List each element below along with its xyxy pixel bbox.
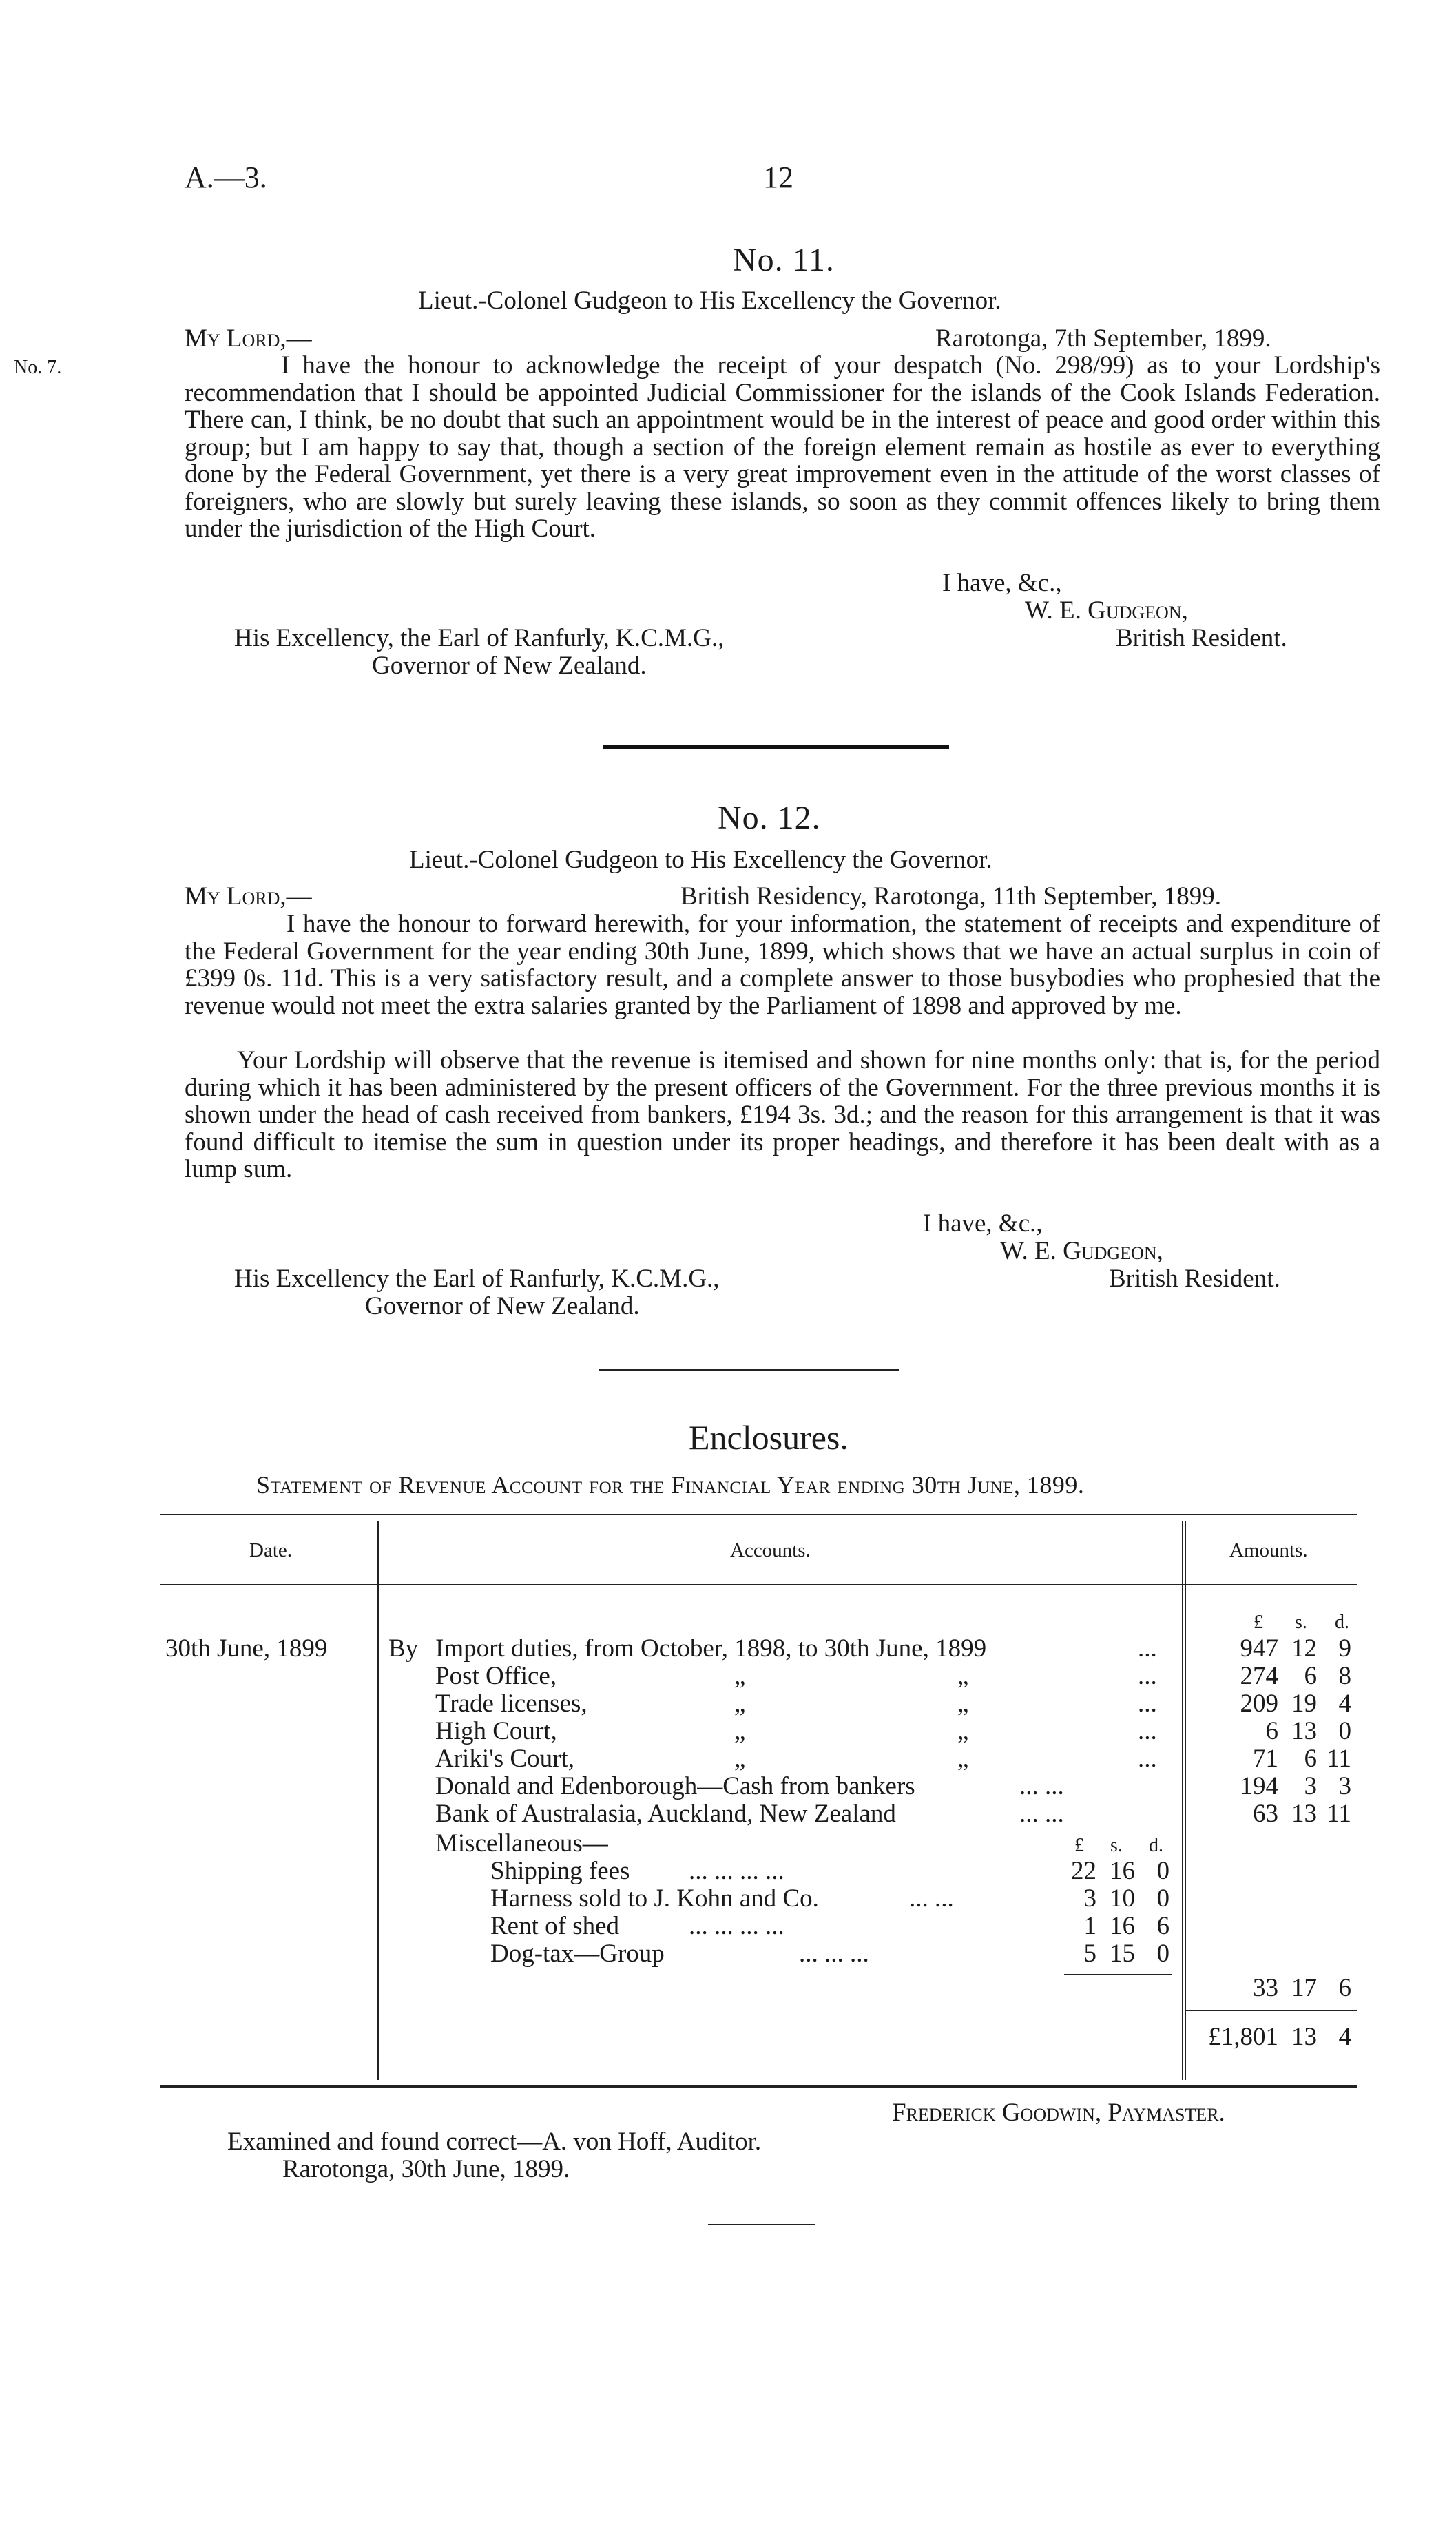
- short-divider: [599, 1369, 899, 1371]
- misc-pounds: 22: [1071, 1857, 1096, 1885]
- ditto-mark: „: [957, 1717, 969, 1745]
- row-account: Bank of Australasia, Auckland, New Zealand: [435, 1800, 896, 1828]
- row-shillings: 13: [1291, 1800, 1317, 1828]
- misc-total-pounds: 33: [1253, 1974, 1278, 2002]
- misc-pounds: 5: [1083, 1939, 1096, 1968]
- row-account: Trade licenses,: [435, 1689, 587, 1718]
- letter-11-addressee-title: Governor of New Zealand.: [372, 652, 647, 680]
- document-code: A.—3.: [185, 160, 267, 194]
- row-pence: 8: [1338, 1662, 1351, 1690]
- row-shillings: 12: [1291, 1634, 1317, 1663]
- misc-shillings: 16: [1110, 1912, 1135, 1940]
- misc-dots: ... ... ... ...: [689, 1857, 784, 1885]
- auditor-statement: Examined and found correct—A. von Hoff, Auditor.: [227, 2128, 762, 2156]
- paymaster-signature: Frederick Goodwin, Paymaster.: [892, 2099, 1225, 2127]
- letter-12-signature: W. E. Gudgeon,: [1000, 1237, 1163, 1265]
- row-dots: ...: [1138, 1689, 1157, 1718]
- misc-pence: 0: [1156, 1939, 1169, 1968]
- grand-total-shillings: 13: [1291, 2023, 1317, 2051]
- letter-11-place-date: Rarotonga, 7th September, 1899.: [935, 324, 1271, 353]
- header-amounts: Amounts.: [1229, 1539, 1308, 1561]
- misc-item: Harness sold to J. Kohn and Co.: [490, 1884, 819, 1913]
- enclosures-title: Enclosures.: [689, 1418, 849, 1457]
- row-dots: ... ...: [1019, 1800, 1064, 1828]
- currency-pound-head: £: [1254, 1612, 1263, 1633]
- misc-pounds: 3: [1083, 1884, 1096, 1913]
- page-number: 12: [763, 160, 793, 194]
- row-dots: ...: [1138, 1745, 1157, 1773]
- misc-shilling-head: s.: [1110, 1835, 1123, 1856]
- grand-total-rule: [1186, 2010, 1357, 2011]
- row-pounds: 6: [1265, 1717, 1278, 1745]
- letter-12-salutation: My Lord,—: [185, 882, 312, 911]
- row-pounds: 194: [1240, 1772, 1278, 1800]
- letter-11-from: Lieut.-Colonel Gudgeon to His Excellency the Governor.: [418, 287, 1001, 315]
- row-dots: ...: [1138, 1717, 1157, 1745]
- ditto-mark: „: [957, 1662, 969, 1690]
- letter-11-signature-title: British Resident.: [1116, 624, 1287, 652]
- auditor-place-date: Rarotonga, 30th June, 1899.: [282, 2155, 570, 2183]
- table-col-rule-2b: [1185, 1521, 1186, 2080]
- ditto-mark: „: [957, 1745, 969, 1773]
- misc-label: Miscellaneous—: [435, 1829, 608, 1858]
- letter-12-paragraph-2: Your Lordship will observe that the revenue is itemised and shown for nine months only: that is, for the period during which it has been administered by the present officers of the Government. For the three previous months it is shown under the head of cash received from bankers, £194 3s. 3d.; and the reason for this arrangement is that it was found difficult to itemise the sum in question under its proper headings, and therefore it has been dealt with as a lump sum.: [185, 1046, 1380, 1183]
- misc-dots: ... ... ...: [799, 1939, 869, 1968]
- misc-shillings: 16: [1110, 1857, 1135, 1885]
- letter-12-paragraph-1: I have the honour to forward herewith, for your information, the statement of receipts and expenditure of the Federal Government for the year ending 30th June, 1899, which shows that we have an actual surplus in coin of £399 0s. 11d. This is a very satisfactory result, and a complete answer to those busybodies who prophesied that the revenue would not meet the extra salaries granted by the Parliament of 1898 and approved by me.: [185, 910, 1380, 1020]
- row-pounds: 947: [1240, 1634, 1278, 1663]
- statement-date: 30th June, 1899: [165, 1634, 328, 1663]
- ditto-mark: „: [957, 1689, 969, 1718]
- misc-item: Rent of shed: [490, 1912, 620, 1940]
- currency-pence-head: d.: [1335, 1612, 1349, 1633]
- misc-total-shillings: 17: [1291, 1974, 1317, 2002]
- misc-item: Shipping fees: [490, 1857, 630, 1885]
- currency-shilling-head: s.: [1295, 1612, 1307, 1633]
- misc-pence: 0: [1156, 1857, 1169, 1885]
- row-pence: 11: [1327, 1800, 1351, 1828]
- row-account: High Court,: [435, 1717, 557, 1745]
- misc-pence: 0: [1156, 1884, 1169, 1913]
- letter-11-closing: I have, &c.,: [942, 569, 1062, 597]
- misc-pence: 6: [1156, 1912, 1169, 1940]
- letter-12-signature-title: British Resident.: [1109, 1265, 1280, 1293]
- grand-total-pence: 4: [1338, 2023, 1351, 2051]
- row-pence: 4: [1338, 1689, 1351, 1718]
- row-shillings: 13: [1291, 1717, 1317, 1745]
- row-dots: ...: [1138, 1634, 1157, 1663]
- row-dots: ... ...: [1019, 1772, 1064, 1800]
- row-pence: 9: [1338, 1634, 1351, 1663]
- row-pounds: 209: [1240, 1689, 1278, 1718]
- letter-12-from: Lieut.-Colonel Gudgeon to His Excellency the Governor.: [409, 846, 992, 874]
- letter-12-addressee: His Excellency the Earl of Ranfurly, K.C.M.G.,: [234, 1265, 720, 1293]
- row-pence: 3: [1338, 1772, 1351, 1800]
- ditto-mark: „: [734, 1745, 746, 1773]
- misc-subtotal-rule: [1064, 1974, 1172, 1975]
- misc-dots: ... ... ... ...: [689, 1912, 784, 1940]
- table-header-rule: [160, 1584, 1357, 1585]
- statement-title: Statement of Revenue Account for the Financial Year ending 30th June, 1899.: [256, 1471, 1085, 1499]
- row-account: Post Office,: [435, 1662, 557, 1690]
- misc-total-pence: 6: [1338, 1974, 1351, 2002]
- end-divider: [708, 2224, 815, 2225]
- misc-pound-head: £: [1074, 1835, 1084, 1856]
- letter-12-number: No. 12.: [718, 800, 821, 836]
- header-date: Date.: [249, 1539, 292, 1561]
- letter-12-place-date: British Residency, Rarotonga, 11th September, 1899.: [680, 882, 1221, 911]
- table-col-rule-2: [1182, 1521, 1183, 2080]
- misc-shillings: 10: [1110, 1884, 1135, 1913]
- table-bottom-rule: [160, 2085, 1357, 2088]
- row-pounds: 71: [1253, 1745, 1278, 1773]
- header-accounts: Accounts.: [730, 1539, 811, 1561]
- letter-11-salutation: My Lord,—: [185, 324, 312, 353]
- row-account: Ariki's Court,: [435, 1745, 574, 1773]
- letter-11-signature: W. E. Gudgeon,: [1025, 596, 1188, 625]
- row-shillings: 6: [1304, 1745, 1317, 1773]
- misc-shillings: 15: [1110, 1939, 1135, 1968]
- ditto-mark: „: [734, 1717, 746, 1745]
- section-divider: [603, 745, 949, 749]
- row-shillings: 3: [1304, 1772, 1317, 1800]
- ditto-mark: „: [734, 1689, 746, 1718]
- letter-11-number: No. 11.: [733, 242, 835, 278]
- table-col-rule-1: [377, 1521, 379, 2080]
- row-pounds: 63: [1253, 1800, 1278, 1828]
- misc-item: Dog-tax—Group: [490, 1939, 665, 1968]
- row-pence: 0: [1338, 1717, 1351, 1745]
- misc-dots: ... ...: [909, 1884, 954, 1913]
- by-label: By: [388, 1634, 419, 1663]
- ditto-mark: „: [734, 1662, 746, 1690]
- row-account: Donald and Edenborough—Cash from bankers: [435, 1772, 915, 1800]
- row-pence: 11: [1327, 1745, 1351, 1773]
- row-shillings: 6: [1304, 1662, 1317, 1690]
- letter-12-addressee-title: Governor of New Zealand.: [365, 1292, 640, 1320]
- margin-reference: No. 7.: [14, 357, 62, 378]
- row-pounds: 274: [1240, 1662, 1278, 1690]
- row-account: Import duties, from October, 1898, to 30th June, 1899: [435, 1634, 987, 1663]
- grand-total-pounds: £1,801: [1208, 2023, 1278, 2051]
- letter-11-addressee: His Excellency, the Earl of Ranfurly, K.C.M.G.,: [234, 624, 725, 652]
- row-dots: ...: [1138, 1662, 1157, 1690]
- letter-12-closing: I have, &c.,: [923, 1209, 1043, 1238]
- table-top-rule: [160, 1514, 1357, 1515]
- misc-pounds: 1: [1083, 1912, 1096, 1940]
- misc-pence-head: d.: [1149, 1835, 1163, 1856]
- letter-11-paragraph: I have the honour to acknowledge the receipt of your despatch (No. 298/99) as to your Lordship's recommendation that I should be appointed Judicial Commissioner for the islands of the Cook Islands Federation. There can, I think, be no doubt that such an appointment would be in the interest of peace and good order within this group; but I am happy to say that, though a section of the foreign element remain as hostile as ever to everything done by the Federal Government, yet there is a very great improvement even in the attitude of the worst classes of foreigners, who are slowly but surely leaving these islands, so soon as they commit offences likely to bring them under the jurisdiction of the High Court.: [185, 351, 1380, 543]
- row-shillings: 19: [1291, 1689, 1317, 1718]
